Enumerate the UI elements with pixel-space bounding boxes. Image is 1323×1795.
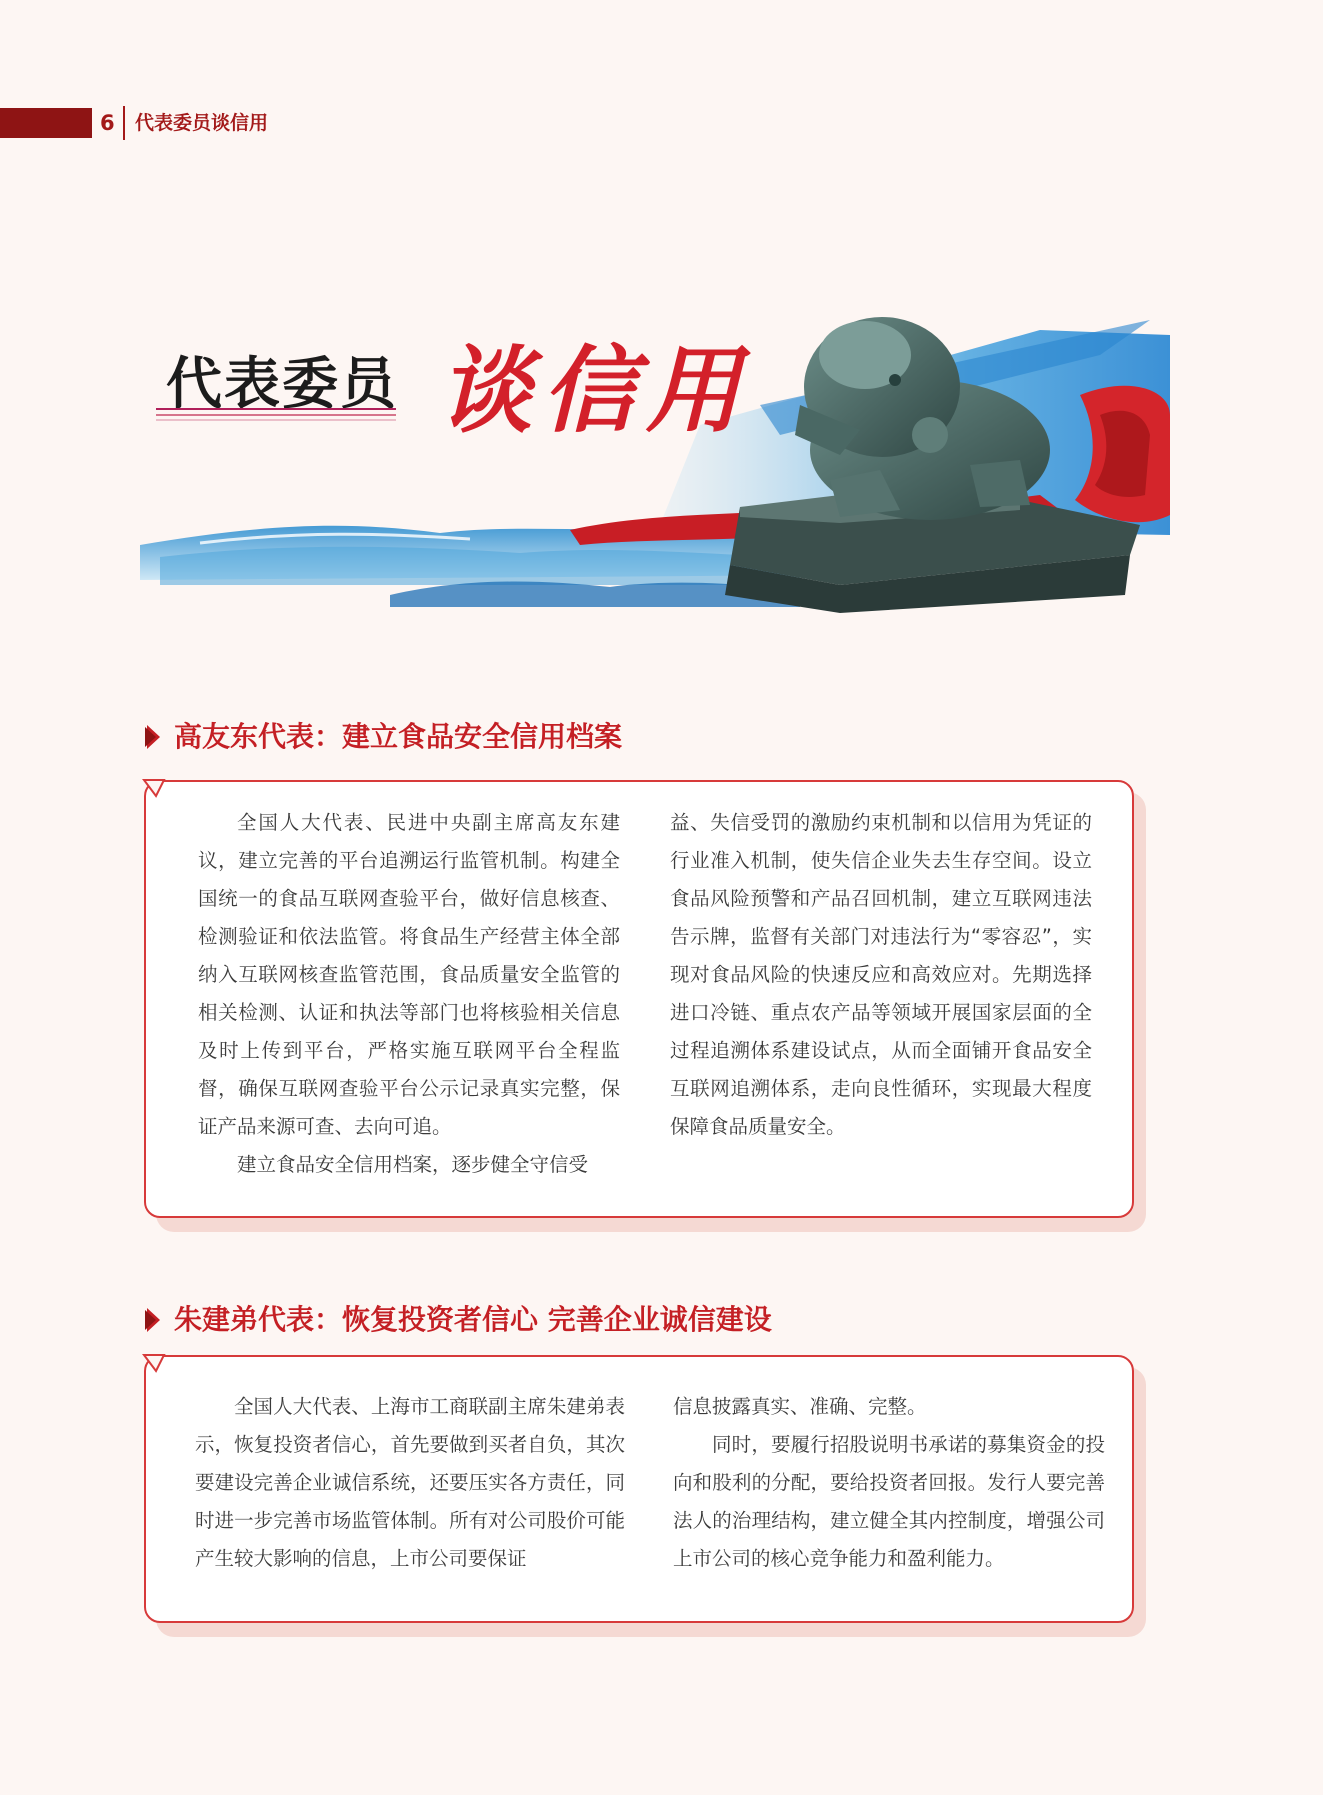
heading-marker-icon bbox=[144, 1306, 162, 1334]
article-heading-1 bbox=[144, 717, 622, 757]
banner-title: 代表委员 bbox=[166, 352, 398, 417]
header-bar bbox=[0, 108, 92, 138]
banner bbox=[140, 295, 1170, 615]
page-number: 6 bbox=[100, 111, 115, 135]
paragraph: 益、失信受罚的激励约束机制和以信用为凭证的行业准入机制，使失信企业失去生存空间。设立食品风险预警和产品召回机制，建立互联网违法告示牌，监督有关部门对违法行为“零容忍”，实现对食品风险的快速反应和高效应对。先期选择进口冷链、重点农产品等领域开展国家层面的全过程追溯体系建设试点，从而全面铺开食品安全互联网追溯体系，走向良性循环，实现最大程度保障食品质量安全。 bbox=[670, 811, 1092, 1138]
article-2-column-right bbox=[673, 1388, 1105, 1578]
box-corner-notch bbox=[142, 778, 166, 798]
article-heading-text: 高友东代表：建立食品安全信用档案 bbox=[174, 720, 623, 753]
box-corner-notch bbox=[142, 1353, 166, 1373]
article-1-column-left bbox=[198, 804, 620, 1184]
banner-calligraphy: 谈信用 bbox=[438, 336, 751, 446]
paragraph: 全国人大代表、民进中央副主席高友东建议，建立完善的平台追溯运行监管机制。构建全国统一的食品互联网查验平台，做好信息核查、检测验证和依法监管。将食品生产经营主体全部纳入互联网核查监管范围，食品质量安全监管的相关检测、认证和执法等部门也将核验相关信息及时上传到平台，严格实施互联网平台全程监督，确保互联网查验平台公示记录真实完整，保证产品来源可查、去向可追。 bbox=[198, 811, 620, 1138]
article-1-column-right bbox=[670, 804, 1092, 1146]
article-heading-text: 朱建弟代表：恢复投资者信心 完善企业诚信建设 bbox=[174, 1303, 772, 1336]
running-header-title: 代表委员谈信用 bbox=[135, 112, 269, 134]
article-heading-2 bbox=[144, 1300, 772, 1340]
paragraph: 信息披露真实、准确、完整。 bbox=[673, 1395, 927, 1418]
paragraph: 建立食品安全信用档案，逐步健全守信受 bbox=[237, 1153, 589, 1176]
heading-marker-icon bbox=[144, 723, 162, 751]
title-underline bbox=[156, 407, 396, 423]
paragraph: 同时，要履行招股说明书承诺的募集资金的投向和股利的分配，要给投资者回报。发行人要完善法人的治理结构，建立健全其内控制度，增强公司上市公司的核心竞争能力和盈利能力。 bbox=[673, 1433, 1105, 1570]
header-divider bbox=[123, 106, 125, 140]
article-2-column-left bbox=[195, 1388, 625, 1578]
paragraph: 全国人大代表、上海市工商联副主席朱建弟表示，恢复投资者信心，首先要做到买者自负，其次要建设完善企业诚信系统，还要压实各方责任，同时进一步完善市场监管体制。所有对公司股价可能产生较大影响的信息，上市公司要保证 bbox=[195, 1395, 625, 1570]
